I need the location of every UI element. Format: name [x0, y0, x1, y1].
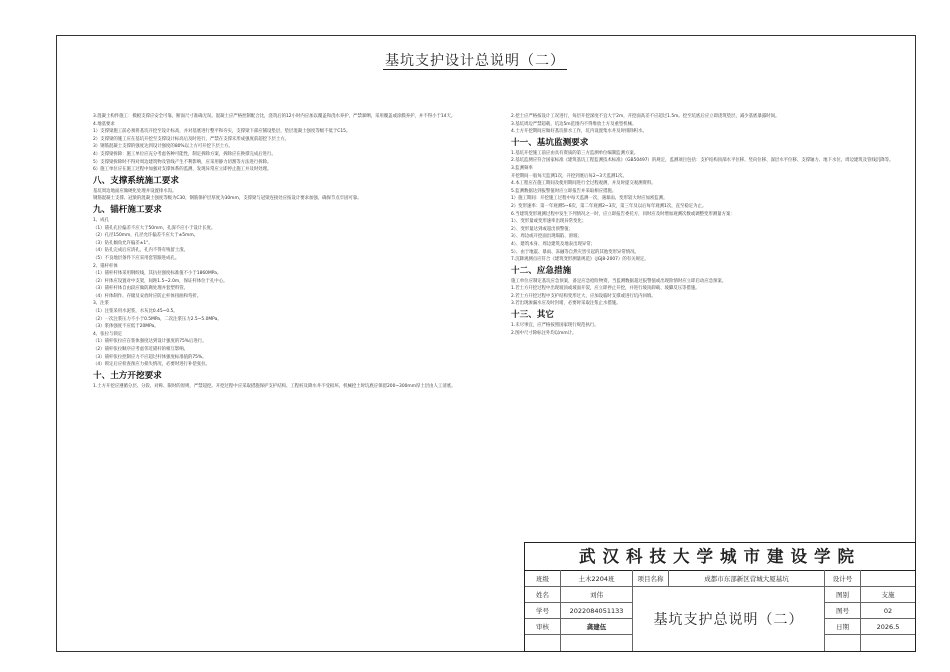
note-paragraph: 2.若土方开挖过程中支护结构变形过大，应加设临时支撑或进行坑内回填。: [511, 293, 656, 299]
note-paragraph: 3.基坑周边严禁超载，坑边5m范围内不得堆放土方及重型机械。: [511, 121, 637, 127]
note-paragraph: （2）锚杆张拉顺序应考虑邻近锚杆的相互影响。: [93, 347, 188, 353]
section-heading: 十二、应急措施: [511, 265, 572, 276]
note-paragraph: （4）钻孔完成后应清孔，孔内不得有残留土渣。: [93, 248, 188, 254]
note-paragraph: （1）锚杆张拉应在浆体强度达到设计强度的75%后进行。: [93, 339, 207, 345]
blank-cell: [525, 635, 561, 651]
name-value: 刘伟: [561, 587, 633, 603]
note-paragraph: 3、注浆: [93, 301, 109, 307]
note-paragraph: 4）、建筑本身、周边建筑及地表出现异常；: [511, 241, 596, 247]
section-heading: 十、土方开挖要求: [93, 370, 162, 381]
blank-cell: [825, 635, 861, 651]
date-value: 2026.5: [861, 619, 915, 635]
note-paragraph: 开挖期间一般每天监测1次，开挖到底后每2~3天监测1次。: [511, 173, 627, 179]
id-label: 学号: [525, 603, 561, 619]
note-paragraph: （1）锚孔孔位偏差不应大于50mm，孔深不应小于设计长度。: [93, 225, 216, 231]
drawing-title: 基坑支护总说明（二）: [633, 587, 825, 651]
note-paragraph: 1）支撑梁施工前必须将基坑开挖至设计标高，并对基底进行整平和夯实，支撑梁下部应铺设垫层，垫层混凝土强度等级不低于C15。: [93, 129, 351, 135]
class-value: 土木2204班: [561, 570, 633, 587]
note-paragraph: （3）锚杆张拉控制应力不应超过杆体强度标准值的75%。: [93, 354, 207, 360]
note-paragraph: 6.当建筑变形观测过程中发生下列情况之一时，应立即报告委托方，同时应及时增加观测次数或调整变形测量方案：: [511, 211, 735, 217]
note-paragraph: 2、锚杆杆体: [93, 263, 118, 269]
name-label: 姓名: [525, 587, 561, 603]
note-paragraph: 5）支撑梁拆除时不得对周边建筑物及管线产生不利影响，应采用静力切割等方法进行拆除。: [93, 159, 272, 165]
note-paragraph: 4.本工程应在施工期间及使用期间进行全过程观测，并及时提交观测资料。: [511, 181, 656, 187]
note-paragraph: 2.图中尺寸除标注外均以mm计。: [511, 330, 577, 336]
date-label: 日期: [825, 619, 861, 635]
section-heading: 十一、基坑监测要求: [511, 137, 589, 148]
drawing-type-label: 图别: [825, 587, 861, 603]
note-paragraph: （4）杆体制作、存储及安放时应防止杆体扭曲和弯折。: [93, 293, 202, 299]
note-paragraph: （3）钻孔倾角允许偏差±1°。: [93, 240, 153, 246]
note-paragraph: 3.监测频率: [511, 165, 533, 171]
note-paragraph: 钢筋混凝土支撑、冠梁的混凝土强度等级为C30，钢筋保护层厚度为30mm，支撑梁与冠梁连接处应按设计要求加强，确保节点牢固可靠。: [93, 196, 362, 202]
note-paragraph: （2）杆体应设置对中支架，间距1.5~2.0m，保证杆体位于孔中心。: [93, 278, 228, 284]
note-paragraph: 2）、变形量达到或超出预警值；: [511, 226, 574, 232]
review-label: 审核: [525, 619, 561, 635]
note-paragraph: 2.挖土应严格按设计工况进行，每层开挖深度不宜大于2m，开挖面高差不应超过1.5m。挖至坑底后应立即浇筑垫层，减少基底暴露时间。: [511, 114, 780, 119]
school-name: 武汉科技大学城市建设学院: [525, 543, 915, 571]
drawing-type-value: 支施: [861, 587, 915, 603]
note-paragraph: （3）锚杆杆体自由段应做防腐处理并套塑料管。: [93, 286, 188, 292]
note-paragraph: （4）锁定后应检查预应力损失情况，必要时进行补偿张拉。: [93, 362, 210, 368]
note-paragraph: 1、成孔: [93, 217, 109, 223]
note-paragraph: 1.土方开挖应遵循分层、分段、对称、限时的原则，严禁超挖。开挖过程中应采取措施保护支护结构、工程桩及降水井不受损坏。机械挖土时坑底应保留200~300mm厚土层由人工清底。: [93, 383, 456, 389]
note-paragraph: （2）孔径150mm，孔径允许偏差不应大于±5mm。: [93, 233, 199, 239]
note-paragraph: 6）施工单位应在施工过程中加强对支撑体系的监测，发现异常应立即停止施工并及时处理。: [93, 167, 272, 173]
note-paragraph: 1.未尽事宜，应严格按照国家现行规范执行。: [511, 323, 599, 329]
section-heading: 八、支撑系统施工要求: [93, 175, 179, 186]
blank-cell: [561, 635, 633, 651]
blank-cell: [861, 635, 915, 651]
note-paragraph: 2.基坑监测应符合国家标准《建筑基坑工程监测技术标准》（GB50497）的规定，监测项目包括：支护结构顶部水平位移、竖向位移、深层水平位移、支撑轴力、地下水位、周边建筑及管线沉降等。: [511, 158, 894, 164]
design-label: 设计号: [825, 570, 861, 587]
design-value: [861, 570, 915, 587]
drawing-no-value: 02: [861, 603, 915, 619]
note-paragraph: 施工单位应制定基坑应急预案，备足应急抢险物资，当监测数据超过报警值或出现险情时应立即启动应急预案。: [511, 278, 727, 284]
notes-left-column: [93, 113, 485, 390]
note-paragraph: （5）不良地层条件下应采用套管跟进成孔。: [93, 255, 180, 261]
note-paragraph: 4）支撑梁拆除：施工单位应充分考虑各种可能性，制定拆除方案，拆除应在换撑完成后进行。: [93, 151, 276, 157]
section-heading: 十三、其它: [511, 310, 554, 321]
project-value: 成都市东部新区营城大厦基坑: [669, 570, 825, 587]
note-paragraph: 7.沉降观测点应符合《建筑变形测量规范》（JGJ8-2007）的有关规定。: [511, 257, 649, 263]
note-paragraph: 1.若土方开挖过程中出现坡顶或坡面开裂，应立即停止开挖，并进行坡顶卸载、坡脚反压等措施。: [511, 286, 700, 292]
page-title: 基坑支护设计总说明（二）: [385, 53, 565, 69]
note-paragraph: 3.若出现渗漏水应及时封堵，必要时采取注浆止水措施。: [511, 301, 621, 307]
note-paragraph: （1）锚杆杆体采用钢绞线，其抗拉强度标准值不小于1860MPa。: [93, 271, 222, 277]
note-paragraph: 基坑周边地面应做硬化处理并设置排水沟。: [93, 188, 177, 194]
review-value: 龚建伍: [561, 619, 633, 635]
note-paragraph: 3）钢筋混凝土支撑的强度达到设计强度的80%以上方可开挖下层土方。: [93, 144, 233, 150]
note-paragraph: 2）支撑梁的施工应在基坑开挖至支撑设计标高后及时进行，严禁在支撑未形成强度前超挖下层土方。: [93, 136, 289, 142]
notes-right-column: [511, 113, 896, 337]
note-paragraph: 5）、由于地震、暴雨、冻融等自然灾害引起的其他变形异常情况。: [511, 249, 639, 255]
note-paragraph: （2）一次注浆压力不小于0.5MPa，二次注浆压力2.5~5.0MPa。: [93, 316, 222, 322]
note-paragraph: 3.混凝土构件施工：模板支撑应安全可靠，断面尺寸准确无误。混凝土应严格控制配合比，浇筑后的12小时内应加以覆盖和浇水养护，严禁暴晒，采用覆盖或涂膜养护，并不得小于14天。: [93, 114, 456, 119]
project-label: 项目名称: [633, 570, 669, 587]
class-label: 班级: [525, 570, 561, 587]
note-paragraph: （1）注浆采用水泥浆，水灰比0.45~0.5。: [93, 309, 178, 315]
note-paragraph: 1.基坑开挖施工前应由具有资质的第三方监测单位编制监测方案。: [511, 150, 639, 156]
note-paragraph: 3）、周边或开挖面出现塌陷、滑坡；: [511, 234, 582, 240]
note-paragraph: （3）浆体强度不应低于20MPa。: [93, 324, 159, 330]
note-paragraph: 1）、变形量或变形速率出现异常变化；: [511, 219, 587, 225]
note-paragraph: 4.地基要求: [93, 121, 115, 127]
drawing-no-label: 图号: [825, 603, 861, 619]
note-paragraph: 1）施工期间：开挖施工过程中每天监测一次，遇暴雨、变形较大时应加密监测。: [511, 196, 668, 202]
title-block: [524, 542, 916, 652]
note-paragraph: 4、张拉与锁定: [93, 331, 123, 337]
note-paragraph: 4.土方开挖期间应做好基坑排水工作，坑内设置集水井及时排除积水。: [511, 129, 647, 135]
section-heading: 九、锚杆施工要求: [93, 204, 162, 215]
note-paragraph: 5.监测数据达到报警值时应立即报告并采取相应措施。: [511, 188, 617, 194]
note-paragraph: 2）变形速率：第一年观测5~6次，第二年观测2~3次，第三年及以后每年观测1次，直至稳定为止。: [511, 203, 707, 209]
id-value: 2022084051133: [561, 603, 633, 619]
